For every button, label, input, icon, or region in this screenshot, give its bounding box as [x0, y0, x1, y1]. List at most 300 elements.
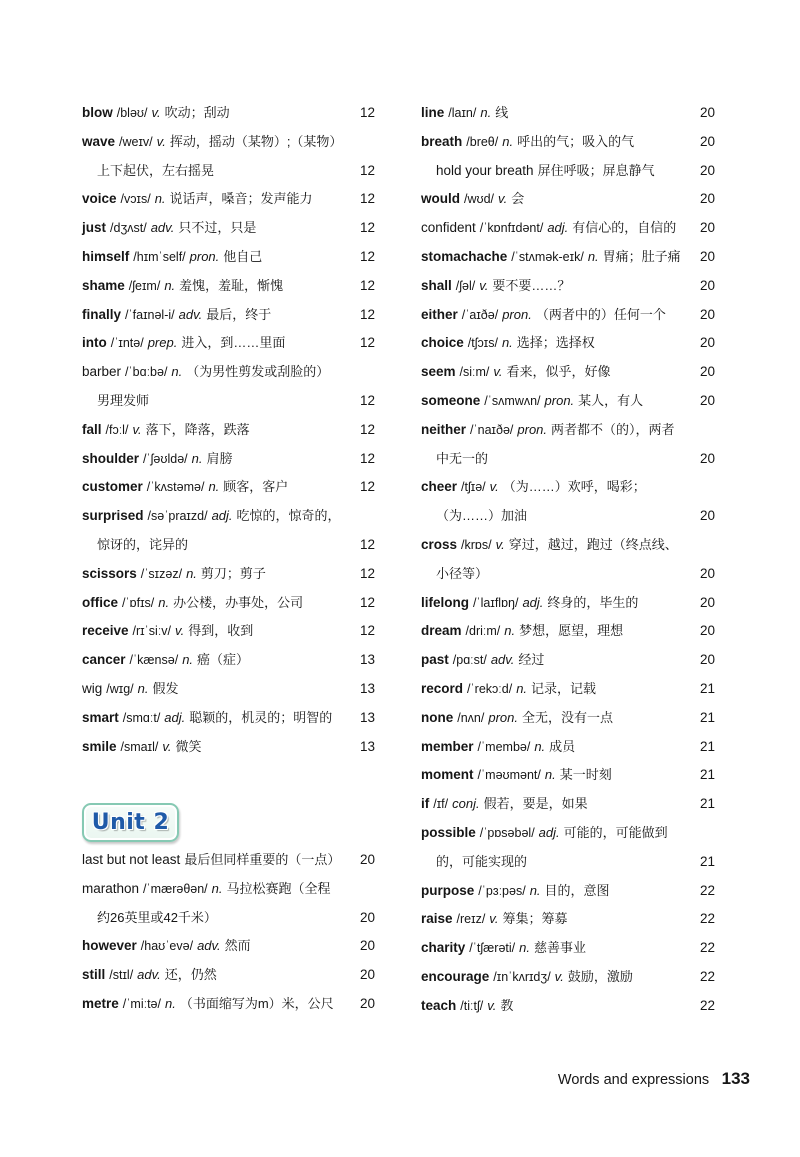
headword: purpose	[421, 882, 475, 898]
entry-line	[82, 214, 375, 243]
phonetic: /ˈstʌmək-eɪk/	[511, 249, 584, 264]
phonetic: /driːm/	[465, 624, 501, 639]
section-title: Words and expressions	[557, 1072, 710, 1088]
entry-line-continued	[421, 848, 715, 877]
definition: 落下，降落，跌落	[145, 421, 250, 437]
vocab-entry	[421, 387, 715, 416]
headword: however	[82, 938, 137, 954]
phonetic: /tʃɪə/	[461, 480, 486, 495]
page-ref: 12	[359, 162, 375, 178]
part-of-speech: adv.	[150, 220, 175, 236]
definition: 经过	[518, 652, 545, 668]
definition: 穿过，越过，跑过（终点线、	[508, 536, 678, 552]
entry-line	[421, 128, 715, 157]
entry-line	[82, 617, 375, 646]
definition: 聪颖的，机灵的；明智的	[189, 709, 333, 725]
phonetic: /reɪz/	[456, 912, 486, 927]
entry-line	[82, 502, 375, 531]
headword: finally	[82, 306, 122, 322]
vocab-entry	[421, 704, 715, 733]
definition-continued: 男理发师	[97, 392, 150, 408]
phonetic: /ˈsʌmwʌn/	[484, 393, 541, 408]
phonetic: /smaɪl/	[120, 739, 159, 754]
part-of-speech: pron.	[488, 709, 518, 725]
page-ref: 12	[359, 594, 375, 610]
definition: （书面缩写为m）米，公尺	[179, 995, 334, 1011]
headword: receive	[82, 623, 129, 639]
part-of-speech: n.	[480, 105, 492, 120]
page-ref: 20	[359, 852, 375, 867]
phonetic: /ʃeɪm/	[128, 278, 161, 293]
phrase-entry	[421, 157, 715, 186]
definition: （两者中的）任何一个	[535, 306, 666, 322]
headword: would	[421, 191, 460, 207]
part-of-speech: n.	[519, 940, 530, 956]
phonetic: /ˈpɜːpəs/	[478, 883, 526, 898]
entry-line	[421, 301, 715, 330]
page-ref: 20	[699, 133, 715, 149]
vocab-entry	[421, 185, 715, 214]
page-ref: 12	[359, 623, 375, 639]
headword: hold your breath	[436, 162, 534, 178]
phonetic: /ˈməʊmənt/	[477, 768, 541, 783]
entry-line	[82, 243, 375, 272]
definition: 羞愧，羞耻，惭愧	[179, 277, 284, 293]
part-of-speech: pron.	[502, 306, 532, 322]
part-of-speech: adj.	[211, 508, 233, 524]
part-of-speech: n.	[191, 450, 203, 466]
page-ref: 20	[359, 909, 375, 925]
definition: 还，仍然	[164, 967, 217, 983]
headword: confident	[421, 220, 476, 236]
phonetic: /ˈkʌstəmə/	[146, 480, 205, 495]
page-ref: 20	[699, 306, 715, 322]
vocab-entry	[421, 358, 715, 387]
vocab-entry	[82, 445, 375, 474]
phonetic: /ˈʃəʊldə/	[143, 451, 188, 466]
page-ref: 20	[699, 594, 715, 610]
entry-line	[421, 905, 715, 934]
definition: 终身的，毕生的	[547, 594, 639, 610]
part-of-speech: adv.	[178, 306, 203, 322]
headword: scissors	[82, 565, 137, 581]
vocab-entry	[421, 243, 715, 272]
headword: wave	[82, 133, 116, 149]
phonetic: /ˈmærəθən/	[143, 881, 208, 896]
page-ref: 12	[359, 450, 375, 466]
page-ref: 12	[359, 392, 375, 408]
part-of-speech: pron.	[544, 392, 575, 408]
vocab-entry	[421, 589, 715, 618]
headword: shoulder	[82, 450, 140, 466]
part-of-speech: n.	[529, 882, 541, 898]
part-of-speech: adj.	[538, 824, 560, 840]
entry-line	[421, 99, 715, 128]
part-of-speech: v.	[151, 105, 161, 120]
headword: raise	[421, 911, 453, 927]
entry-line	[421, 358, 715, 387]
vocab-entry	[421, 733, 715, 762]
phonetic: /weɪv/	[119, 134, 153, 149]
definition: 有信心的，自信的	[572, 220, 677, 236]
headword: blow	[82, 105, 113, 120]
phonetic: /ˈɪntə/	[110, 336, 144, 351]
entry-line	[82, 560, 375, 589]
headword: office	[82, 594, 119, 610]
page-ref: 21	[699, 853, 715, 869]
phonetic: /pɑːst/	[452, 653, 487, 668]
part-of-speech: v.	[479, 277, 489, 293]
part-of-speech: n.	[164, 277, 176, 293]
entry-line	[421, 214, 715, 243]
page-ref: 12	[359, 191, 375, 207]
definition-continued: （为……）加油	[436, 508, 528, 524]
headword: into	[82, 335, 107, 351]
vocab-entry	[421, 963, 715, 992]
definition: 只不过，只是	[178, 220, 257, 236]
headword: shame	[82, 277, 125, 293]
headword: lifelong	[421, 594, 469, 610]
phonetic: /dʒʌst/	[110, 221, 147, 236]
headword: cancer	[82, 652, 126, 668]
vocab-entry	[421, 301, 715, 330]
phonetic: /vɔɪs/	[120, 192, 151, 207]
phonetic: /ˈfaɪnəl-i/	[125, 307, 175, 322]
definition: 呼出的气；吸入的气	[517, 133, 635, 149]
page-ref: 12	[359, 220, 375, 236]
vocab-column-left-unit-1	[82, 99, 375, 761]
definition: 最后，终于	[206, 306, 272, 322]
headword: if	[421, 796, 430, 812]
definition: 肩膀	[206, 450, 233, 466]
vocab-entry	[82, 704, 375, 733]
phonetic: /fɔːl/	[105, 422, 129, 437]
headword: dream	[421, 623, 462, 639]
vocab-entry	[421, 905, 715, 934]
entry-line	[421, 531, 715, 560]
entry-line	[421, 185, 715, 214]
part-of-speech: n.	[158, 594, 170, 610]
entry-line	[421, 157, 715, 186]
entry-line	[82, 99, 375, 128]
entry-line	[82, 301, 375, 330]
part-of-speech: v.	[487, 997, 497, 1013]
page-ref: 22	[699, 911, 715, 927]
entry-line	[82, 589, 375, 618]
page-ref: 21	[699, 738, 715, 754]
part-of-speech: adj.	[164, 709, 186, 725]
part-of-speech: conj.	[452, 796, 480, 812]
definition: 最后但同样重要的（一点）	[184, 852, 341, 867]
part-of-speech: n.	[154, 191, 166, 207]
definition: 假若，要是，如果	[483, 796, 588, 812]
entry-line	[421, 329, 715, 358]
part-of-speech: n.	[544, 767, 556, 783]
entry-line	[82, 846, 375, 875]
entry-line-continued	[82, 387, 375, 416]
entry-line	[82, 990, 375, 1019]
page-ref: 12	[359, 306, 375, 322]
headword: cross	[421, 536, 458, 552]
phonetic: /ˈmiːtə/	[122, 996, 161, 1011]
page-ref: 13	[359, 738, 375, 754]
phonetic: /ˈtʃærəti/	[469, 941, 516, 956]
entry-line	[82, 473, 375, 502]
headword: surprised	[82, 508, 144, 524]
page-ref: 12	[359, 536, 375, 552]
headword: teach	[421, 997, 457, 1013]
page-ref: 21	[699, 796, 715, 812]
page-ref: 12	[359, 421, 375, 437]
vocab-entry	[82, 243, 375, 272]
vocab-entry	[421, 934, 715, 963]
part-of-speech: n.	[164, 995, 176, 1011]
page-ref: 12	[359, 105, 375, 120]
entry-line-continued	[82, 531, 375, 560]
phonetic: /laɪn/	[448, 106, 477, 120]
part-of-speech: adv.	[490, 652, 515, 668]
headword: line	[421, 105, 445, 120]
phonetic: /tiːtʃ/	[460, 998, 484, 1013]
vocab-entry	[82, 502, 375, 560]
phonetic: /ɪnˈkʌrɪdʒ/	[493, 969, 551, 984]
vocab-entry	[421, 128, 715, 157]
part-of-speech: n.	[137, 680, 149, 696]
definition-continued: 约26英里或42千米）	[97, 909, 217, 925]
phonetic: /ɪf/	[433, 797, 449, 812]
vocab-entry	[421, 617, 715, 646]
definition: 然而	[224, 938, 251, 954]
definition: 成员	[549, 738, 576, 754]
page-ref: 20	[699, 191, 715, 207]
entry-line	[82, 445, 375, 474]
part-of-speech: adv.	[137, 967, 161, 983]
headword: past	[421, 652, 449, 668]
page-ref: 20	[699, 277, 715, 293]
part-of-speech: v.	[489, 479, 499, 495]
vocab-entry	[421, 790, 715, 819]
part-of-speech: n.	[501, 335, 513, 351]
vocab-entry	[421, 675, 715, 704]
phonetic: /ˈaɪðə/	[461, 307, 499, 322]
headword: wig	[82, 680, 103, 696]
entry-line	[82, 961, 375, 990]
definition: 记录，记载	[531, 680, 597, 696]
page-ref: 13	[359, 652, 375, 668]
definition: 进入，到……里面	[181, 335, 286, 351]
page-ref: 12	[359, 277, 375, 293]
part-of-speech: pron.	[517, 421, 548, 437]
headword: smile	[82, 738, 117, 754]
headword: possible	[421, 824, 476, 840]
vocab-entry	[421, 272, 715, 301]
entry-line	[82, 733, 375, 762]
part-of-speech: pron.	[189, 248, 220, 264]
headword: just	[82, 220, 107, 236]
vocab-entry	[421, 214, 715, 243]
phonetic: /ˈrekɔːd/	[467, 681, 513, 696]
page-ref: 22	[699, 997, 715, 1013]
part-of-speech: n.	[208, 479, 220, 495]
part-of-speech: n.	[186, 565, 197, 581]
definition: 剪刀；剪子	[200, 565, 266, 581]
definition: 教	[500, 997, 514, 1013]
definition: 他自己	[223, 248, 263, 264]
vocab-entry	[421, 99, 715, 128]
vocab-entry	[82, 932, 375, 961]
definition: 鼓励，激励	[567, 968, 633, 984]
entry-line-continued	[82, 157, 375, 186]
vocab-entry	[421, 877, 715, 906]
definition: 屏住呼吸；屏息静气	[537, 162, 655, 178]
definition: 线	[495, 105, 509, 120]
page-ref: 20	[699, 335, 715, 351]
headword: customer	[82, 479, 143, 495]
vocab-entry	[82, 846, 375, 875]
definition: 假发	[152, 680, 179, 696]
definition: 看来，似乎，好像	[506, 364, 611, 380]
vocab-entry	[421, 531, 715, 589]
page-ref: 20	[699, 565, 715, 581]
entry-line	[421, 704, 715, 733]
phonetic: /səˈpraɪzd/	[147, 509, 208, 524]
phonetic: /bləʊ/	[116, 106, 148, 120]
phonetic: /haʊˈevə/	[140, 939, 194, 954]
part-of-speech: v.	[162, 738, 172, 754]
page-ref: 20	[699, 220, 715, 236]
vocab-entry	[82, 272, 375, 301]
entry-line	[421, 819, 715, 848]
entry-line	[421, 877, 715, 906]
definition: 某一时刻	[559, 767, 612, 783]
definition: 挥动，摇动（某物）;（某物）	[169, 133, 343, 149]
vocab-column-right	[421, 99, 715, 1021]
definition: 微笑	[175, 738, 202, 754]
vocab-entry	[82, 301, 375, 330]
page-ref: 12	[359, 335, 375, 351]
entry-line	[421, 243, 715, 272]
definition: 得到，收到	[188, 623, 254, 639]
headword: moment	[421, 767, 474, 783]
vocab-entry	[421, 329, 715, 358]
vocab-entry	[82, 185, 375, 214]
definition: 慈善事业	[533, 940, 586, 956]
vocab-entry	[82, 875, 375, 933]
headword: either	[421, 306, 458, 322]
part-of-speech: n.	[587, 248, 599, 264]
page-ref: 20	[359, 938, 375, 954]
entry-line-continued	[82, 904, 375, 933]
vocab-column-left-unit-2	[82, 846, 375, 1019]
page-number: 133	[721, 1069, 750, 1088]
definition: 办公楼，办事处，公司	[173, 594, 304, 610]
part-of-speech: v.	[489, 911, 499, 927]
page-ref: 20	[699, 392, 715, 408]
page-footer	[558, 1069, 750, 1090]
headword: marathon	[82, 880, 140, 896]
entry-line	[82, 185, 375, 214]
headword: charity	[421, 940, 466, 956]
entry-line	[82, 675, 375, 704]
phonetic: /hɪmˈself/	[133, 249, 186, 264]
headword: metre	[82, 995, 119, 1011]
vocab-entry	[82, 646, 375, 675]
page-ref: 21	[699, 709, 715, 725]
vocab-entry	[82, 416, 375, 445]
part-of-speech: n.	[182, 652, 194, 668]
page-ref: 12	[359, 479, 375, 495]
entry-line	[82, 646, 375, 675]
headword: member	[421, 738, 474, 754]
phonetic: /smɑːt/	[122, 710, 161, 725]
page-ref: 20	[699, 508, 715, 524]
page-ref: 13	[359, 680, 375, 696]
entry-line-continued	[421, 560, 715, 589]
definition: 全无，没有一点	[522, 709, 614, 725]
phonetic: /krɒs/	[461, 537, 492, 552]
part-of-speech: n.	[534, 738, 546, 754]
vocab-entry	[421, 646, 715, 675]
vocab-entry	[82, 675, 375, 704]
page-ref: 22	[699, 882, 715, 898]
headword: still	[82, 967, 106, 983]
vocab-entry	[82, 214, 375, 243]
page-ref: 20	[699, 248, 715, 264]
phonetic: /wʊd/	[464, 192, 495, 207]
page-ref: 20	[699, 364, 715, 380]
vocab-entry	[421, 416, 715, 474]
vocab-entry	[421, 761, 715, 790]
unit-heading-badge	[82, 803, 179, 842]
page-ref: 12	[359, 248, 375, 264]
headword: none	[421, 709, 454, 725]
page-ref: 22	[699, 940, 715, 956]
headword: stomachache	[421, 248, 508, 264]
definition: 吃惊的，惊奇的，	[236, 508, 341, 524]
entry-line	[421, 733, 715, 762]
headword: shall	[421, 277, 452, 293]
phonetic: /tʃɔɪs/	[467, 336, 498, 351]
headword: breath	[421, 133, 463, 149]
phonetic: /ˈnaɪðə/	[470, 422, 514, 437]
part-of-speech: n.	[502, 133, 514, 149]
definition: 两者都不（的），两者	[551, 421, 675, 437]
vocab-entry	[82, 617, 375, 646]
entry-line	[421, 473, 715, 502]
phonetic: /stɪl/	[109, 968, 134, 983]
phonetic: /ˈpɒsəbəl/	[479, 825, 535, 840]
vocab-entry	[82, 589, 375, 618]
page-ref: 20	[359, 967, 375, 983]
definition: 选择；选择权	[516, 335, 595, 351]
part-of-speech: adv.	[197, 938, 221, 954]
phonetic: /ˈsɪzəz/	[140, 566, 183, 581]
part-of-speech: v.	[156, 133, 166, 149]
definition-continued: 中无一的	[436, 450, 489, 466]
page-ref: 20	[699, 162, 715, 178]
page-ref: 22	[699, 968, 715, 984]
page-ref: 20	[699, 105, 715, 120]
entry-line	[82, 329, 375, 358]
phonetic: /rɪˈsiːv/	[132, 624, 172, 639]
page-ref: 20	[699, 652, 715, 668]
definition: （为男性剪发或刮脸的）	[186, 364, 330, 380]
definition: 某人，有人	[578, 392, 644, 408]
part-of-speech: adj.	[522, 594, 544, 610]
entry-line-continued	[421, 445, 715, 474]
entry-line	[82, 932, 375, 961]
phonetic: /nʌn/	[457, 710, 485, 725]
